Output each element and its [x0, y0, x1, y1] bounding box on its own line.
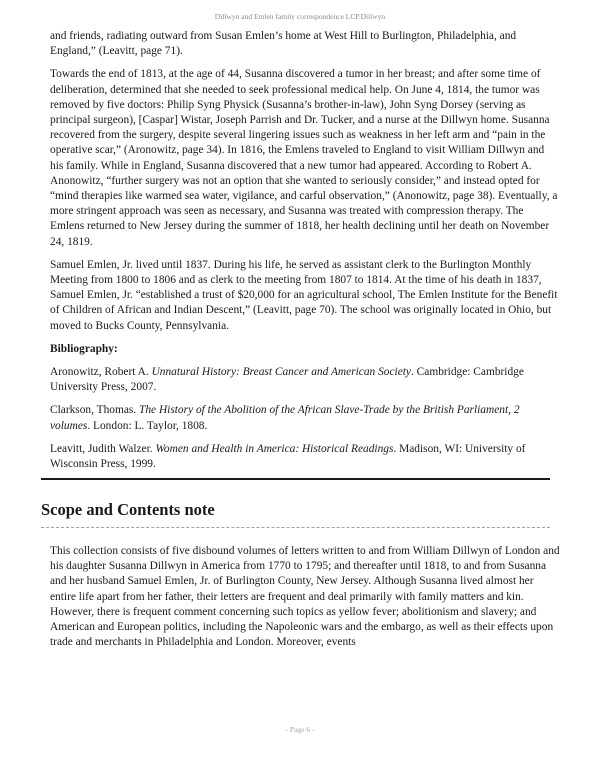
- paragraph: and friends, radiating outward from Susan Emlen’s home at West Hill to Burlington, Philadelphia, and England,” (Leavitt, page 71).: [50, 30, 517, 58]
- paragraph: Towards the end of 1813, at the age of 44, Susanna discovered a tumor in her breast; and after some time of deliberation, determined that she needed to seek professional medical help. On June 4, 1814, the tumor was removed by five doctors: Philip Syng Physick (Susanna’s brother-in-law), John Syng Dorsey (serving as principal surgeon), [Caspar] Wistar, Joseph Parrish and Dr. Tucker, and a nurse at the Dillwyn home. Susanna recovered from the surgery, despite several lingering issues such as weakness in her left arm and “pain in the operative scar,” (Aronowitz, page 34). In 1816, the Emlens traveled to England to visit William Dillwyn and his family. While in England, Susanna discovered that a new tumor had appeared. According to Robert A. Anonowitz, “further surgery was not an option that she wanted to seriously consider,” and instead opted for “mind therapies like warmed sea water, vigilance, and carful observation,” (Anonowitz, page 38). Eventually, a more stringent approach was seen as necessary, and Susanna was treated with compression therapy. The Emlens returned to New Jersey during the summer of 1818, her health declining until her death on November 24, 1819.: [50, 68, 558, 248]
- bib-title: Unnatural History: Breast Cancer and American Society: [151, 366, 411, 379]
- bibliography-entry: [50, 442, 560, 472]
- page-number: - Page 6 -: [285, 725, 315, 734]
- running-header: Dillwyn and Emlen family correspondence LCP.Dillwyn: [214, 12, 386, 21]
- bib-publication: . London: L. Taylor, 1808.: [87, 419, 208, 432]
- title-underline: [41, 527, 550, 528]
- bibliography-entry: [50, 365, 560, 395]
- bib-title: The History of the Abolition of the African Slave-Trade by the British Parliament, 2 volumes: [50, 404, 520, 432]
- document-body: [50, 29, 560, 480]
- scope-paragraph: This collection consists of five disbound volumes of letters written to and from William Dillwyn of London and his daughter Susanna Dillwyn in America from 1770 to 1795; and thereafter until 1818, to and from Susanna and her husband Samuel Emlen, Jr. of Burlington County, New Jersey. Although Susanna lived almost her entire life apart from her father, their letters are frequent and deal primarily with family matters and kin. However, there is frequent comment concerning such topics as yellow fever; abolitionism and slavery; and American and European politics, including the Napoleonic wars and the embargo, as well as their effects upon trade and merchants in Philadelphia and London. Moreover, events: [50, 545, 560, 649]
- bibliography-entry: [50, 403, 560, 433]
- paragraph: Samuel Emlen, Jr. lived until 1837. During his life, he served as assistant clerk to the Burlington Monthly Meeting from 1800 to 1806 and as clerk to the meeting from 1807 to 1814. At the time of his death in 1837, Samuel Emlen, Jr. “established a trust of $20,000 for an agricultural school, The Emlen Institute for the Benefit of Children of African and Indian Descent,” (Leavitt, page 70). The school was originally located in Ohio, but moved to Bucks County, Pennsylvania.: [50, 258, 558, 332]
- bib-publication: . Madison, WI: University of Wisconsin Press, 1999.: [50, 442, 526, 471]
- bib-author: Clarkson, Thomas.: [50, 404, 140, 417]
- bibliography-heading: Bibliography:: [50, 342, 118, 355]
- section-divider: [41, 478, 550, 480]
- bib-title: Women and Health in America: Historical Readings: [155, 442, 394, 455]
- bib-publication: . Cambridge: Cambridge University Press, 2007.: [50, 366, 524, 394]
- bib-author: Aronowitz, Robert A.: [50, 366, 152, 379]
- section-title: Scope and Contents note: [41, 500, 215, 519]
- bib-author: Leavitt, Judith Walzer.: [50, 442, 156, 455]
